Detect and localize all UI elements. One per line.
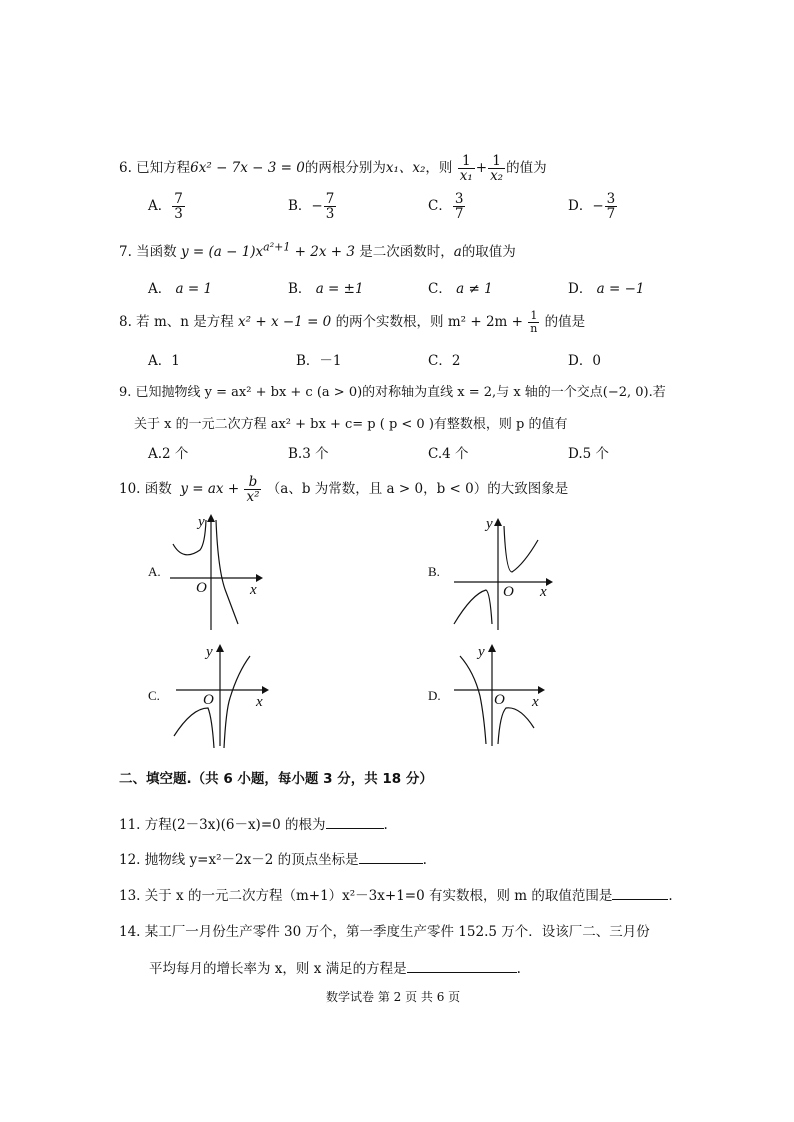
q7-option-d[interactable]: D． a = −1: [568, 281, 645, 297]
q6-mid: 的两根分别为: [304, 160, 386, 177]
q8-expr: m² + 2m +: [447, 314, 523, 330]
question-13: [119, 884, 673, 904]
question-6: [119, 154, 547, 183]
q6-suffix: 的值为: [506, 160, 547, 177]
q8-prefix: 8. 若 m、n 是方程: [119, 314, 234, 330]
q10-option-b[interactable]: [428, 512, 558, 632]
q14-text: 平均每月的增长率为 x，则 x 满足的方程是: [149, 961, 407, 977]
graph-a: [148, 512, 268, 632]
question-9-line-1: 9. 已知抛物线 y = ax² + bx + c (a > 0)的对称轴为直线 x = 2,与 x 轴的一个交点(−2, 0).若: [119, 385, 666, 400]
question-9-line-2: 关于 x 的一元二次方程 ax² + bx + c= p ( p < 0 )有整数根，则 p 的值有: [134, 417, 568, 432]
graph-b-x-label: x: [540, 584, 547, 600]
q12-answer-blank[interactable]: [359, 851, 423, 864]
q10-option-d[interactable]: [428, 640, 558, 750]
q6-prefix: 6. 已知方程: [119, 160, 191, 177]
question-12: [119, 848, 427, 868]
q13-text: 13. 关于 x 的一元二次方程（m+1）x²－3x+1=0 有实数根，则 m 的取值范围是: [119, 888, 613, 904]
q6-option-b[interactable]: B．− $\frac{7}{3}$: [288, 191, 335, 223]
q6-roots: x₁、x₂: [385, 160, 426, 177]
q7-option-a[interactable]: A． a = 1: [148, 281, 213, 297]
graph-a-y-label: y: [198, 514, 205, 530]
q6-then: ，则: [425, 160, 453, 177]
q6-fraction-1: $\frac{1}{\text{x₁}}$: [459, 153, 473, 185]
q8-mid: 的两个实数根，则: [335, 314, 444, 330]
q8-option-a[interactable]: A．1: [148, 353, 180, 369]
graph-c-x-label: x: [256, 694, 263, 710]
q14-tail: .: [516, 961, 521, 977]
page-footer: 数学试卷 第 2 页 共 6 页: [326, 990, 461, 1004]
q7-function-tail: + 2x + 3: [290, 244, 355, 260]
question-8: [119, 310, 585, 335]
graph-d-x-label: x: [532, 694, 539, 710]
q13-tail: .: [668, 888, 673, 904]
section-2-title: 二、填空题.（共 6 小题，每小题 3 分，共 18 分）: [119, 771, 433, 787]
graph-b-origin: O: [503, 584, 514, 600]
q9-option-c[interactable]: C.4 个: [428, 446, 469, 462]
q9-option-d[interactable]: D.5 个: [568, 446, 610, 462]
q6-option-a[interactable]: A． $\frac{7}{3}$: [148, 191, 183, 223]
q10-option-a[interactable]: [148, 512, 268, 632]
graph-a-x-label: x: [250, 582, 257, 598]
q7-suffix2: 的取值为: [461, 244, 516, 260]
q12-tail: .: [422, 852, 427, 868]
graph-b: [428, 512, 558, 632]
q6-equation: 6x² − 7x − 3 = 0: [190, 160, 305, 177]
q6-option-d[interactable]: D．− $\frac{3}{7}$: [568, 191, 616, 223]
q7-option-c[interactable]: C． a ≠ 1: [428, 281, 493, 297]
question-14-line-1: 14. 某工厂一月份生产零件 30 万个，第一季度生产零件 152.5 万个．设该厂二、三月份: [119, 924, 650, 940]
q7-function: y = (a − 1)x: [180, 244, 264, 260]
graph-b-y-label: y: [486, 516, 493, 532]
q7-var: a: [453, 244, 462, 260]
q10-fraction: $\frac{b}{\text{x²}}$: [246, 474, 260, 506]
q9-option-a[interactable]: A.2 个: [148, 446, 189, 462]
graph-c-label: C.: [148, 688, 160, 703]
q10-option-c[interactable]: [148, 640, 278, 750]
graph-c-y-label: y: [206, 644, 213, 660]
graph-b-label: B.: [428, 564, 440, 579]
q12-text: 12. 抛物线 y=x²－2x－2 的顶点坐标是: [119, 852, 359, 868]
graph-d: [428, 640, 558, 750]
q7-option-b[interactable]: B． a = ±1: [288, 281, 364, 297]
q11-tail: .: [383, 817, 388, 833]
q13-answer-blank[interactable]: [612, 887, 668, 900]
q7-prefix: 7. 当函数: [119, 244, 177, 260]
q11-answer-blank[interactable]: [326, 816, 384, 829]
q10-prefix: 10. 函数: [119, 481, 172, 498]
q11-text: 11. 方程(2－3x)(6－x)=0 的根为: [119, 817, 326, 833]
graph-d-origin: O: [494, 692, 505, 708]
q8-equation: x² + x −1 = 0: [238, 314, 332, 330]
q8-option-d[interactable]: D．0: [568, 353, 601, 369]
graph-a-label: A.: [148, 564, 161, 579]
graph-c: [148, 640, 278, 750]
graph-a-origin: O: [196, 580, 207, 596]
q9-option-b[interactable]: B.3 个: [288, 446, 329, 462]
q8-fraction: $\frac{1}{n}$: [530, 309, 538, 335]
question-14-line-2: [149, 957, 521, 977]
q10-suffix: （a、b 为常数，且 a > 0，b < 0）的大致图象是: [266, 481, 569, 498]
question-11: [119, 813, 388, 833]
q10-function: y = ax +: [180, 481, 240, 498]
q7-suffix: 是二次函数时，: [359, 244, 454, 260]
question-10: [119, 475, 568, 504]
q8-suffix: 的值是: [544, 314, 586, 330]
q6-plus: +: [475, 160, 488, 177]
graph-d-y-label: y: [478, 644, 485, 660]
q6-fraction-2: $\frac{1}{\text{x₂}}$: [490, 153, 504, 185]
question-7: [119, 240, 516, 260]
q6-option-c[interactable]: C． $\frac{3}{7}$: [428, 191, 464, 223]
q8-option-c[interactable]: C．2: [428, 353, 461, 369]
q7-exponent: a²+1: [263, 240, 291, 254]
q14-answer-blank[interactable]: [407, 960, 517, 973]
graph-c-origin: O: [203, 692, 214, 708]
q8-option-b[interactable]: B．－1: [296, 353, 342, 369]
graph-d-label: D.: [428, 688, 441, 703]
